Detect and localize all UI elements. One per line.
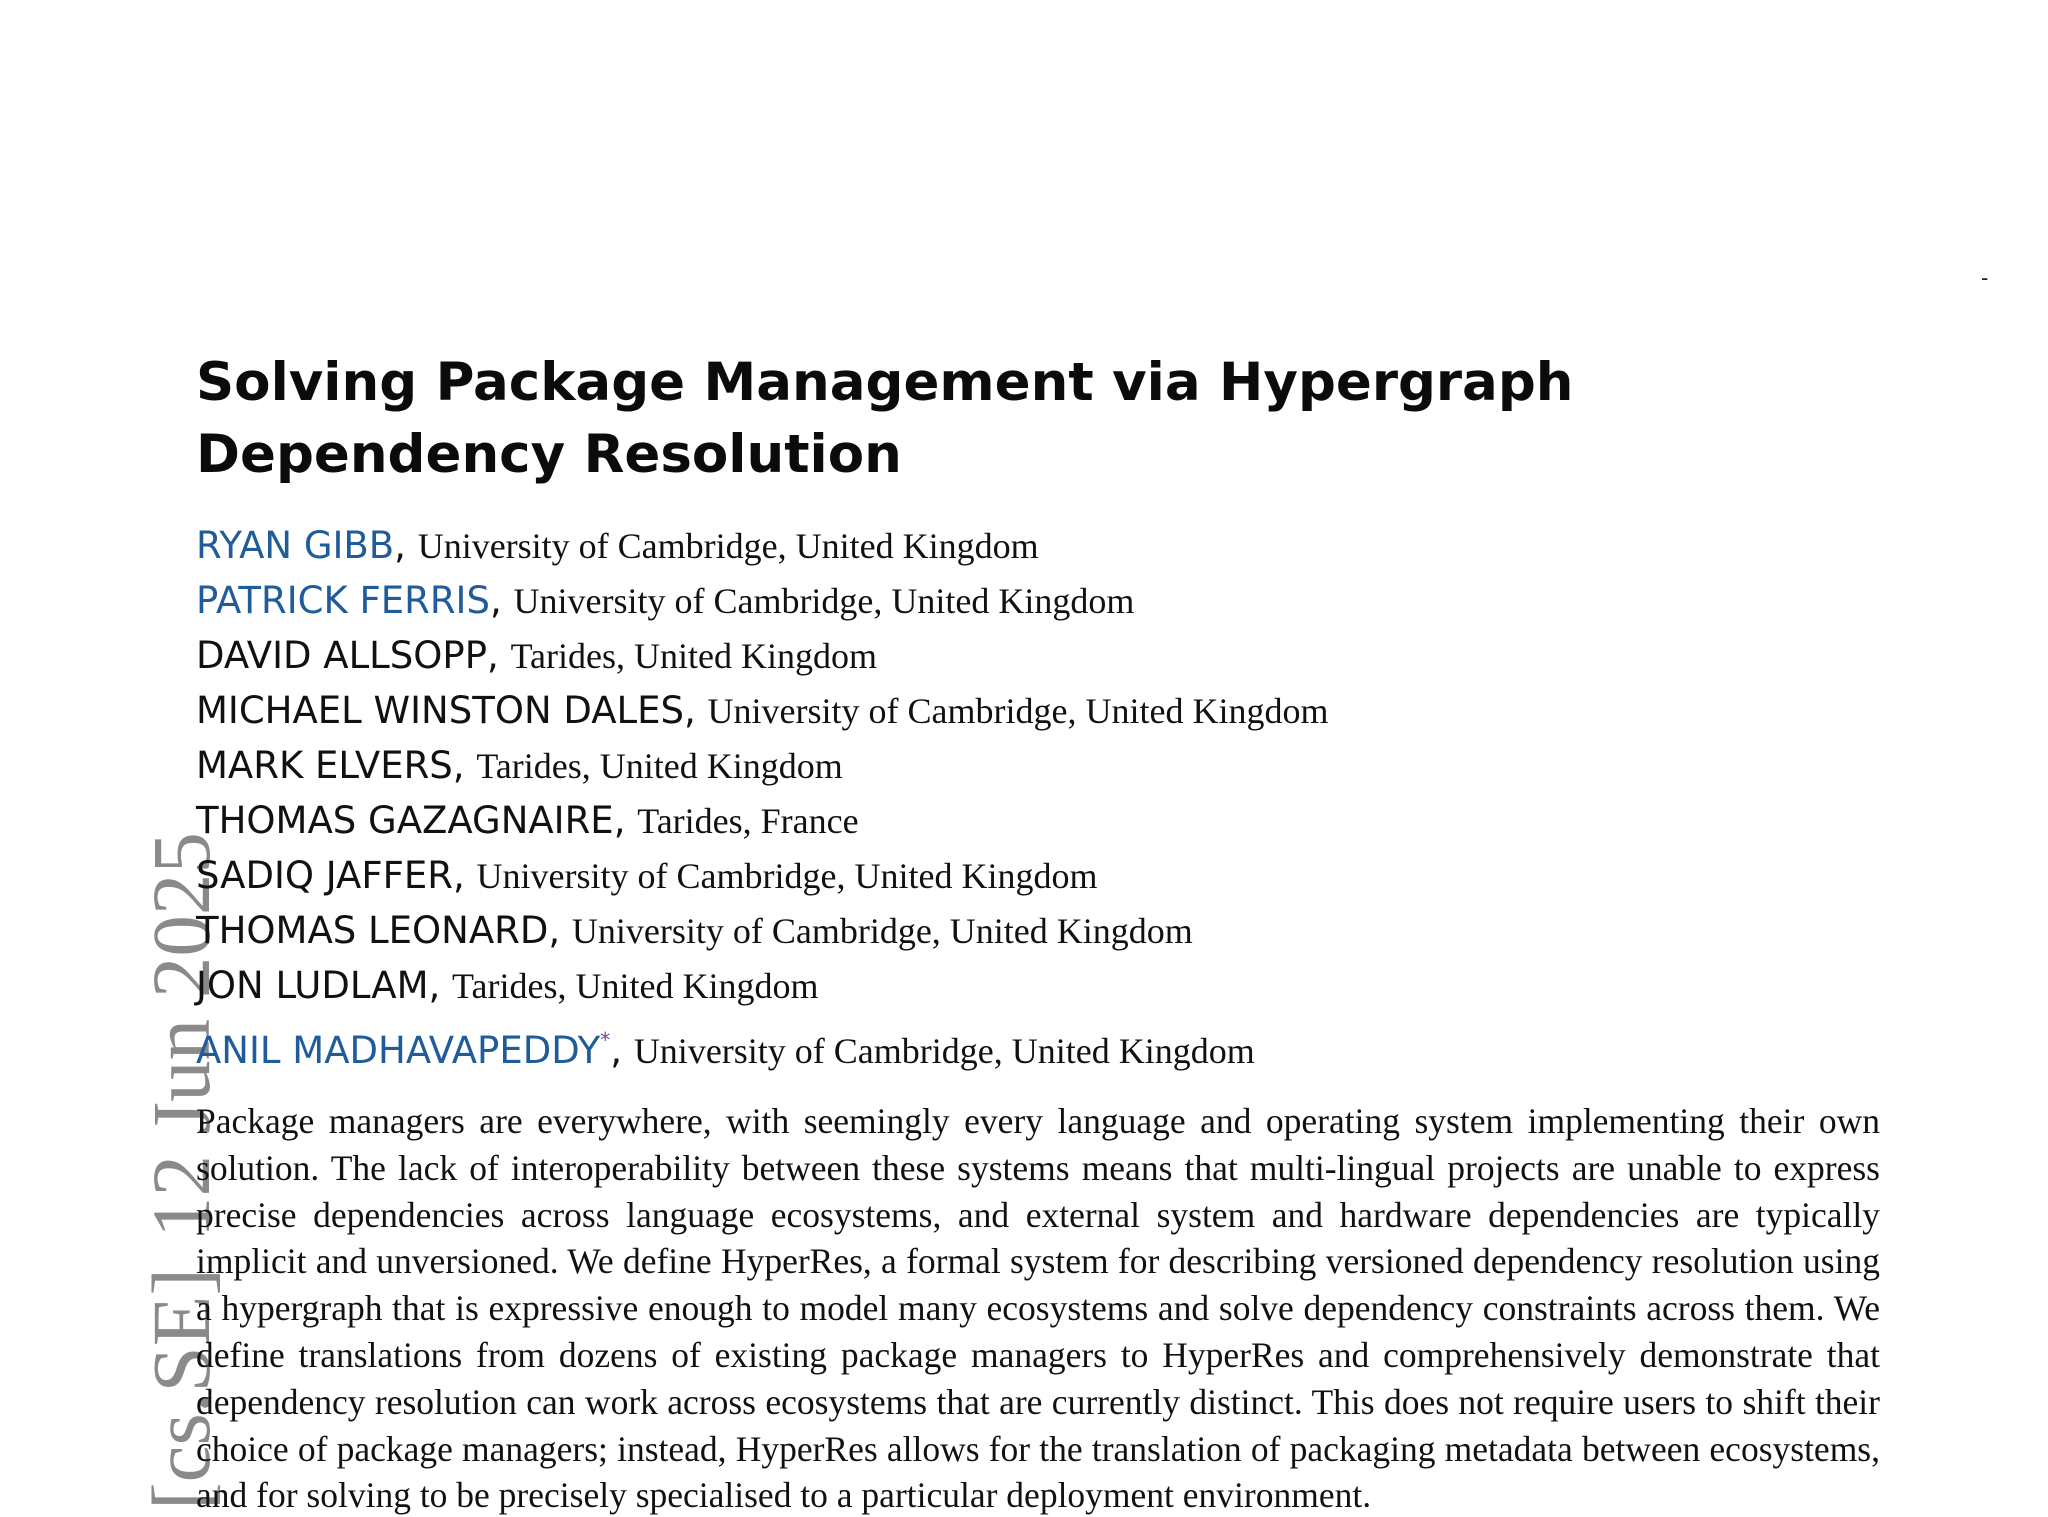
author-name: SADIQ JAFFER xyxy=(196,854,453,897)
corresponding-author-mark[interactable]: * xyxy=(600,1028,611,1052)
separator: , xyxy=(487,634,511,677)
separator: , xyxy=(394,524,418,567)
author-line xyxy=(196,683,1896,738)
separator: , xyxy=(613,799,638,842)
arxiv-category: [cs.SE] xyxy=(135,1267,227,1510)
author-affiliation: University of Cambridge, United Kingdom xyxy=(513,581,1135,621)
arxiv-date: 12 Jun 2025 xyxy=(135,832,227,1238)
author-name[interactable]: ANIL MADHAVAPEDDY xyxy=(196,1029,601,1072)
author-line xyxy=(196,738,1896,793)
separator: , xyxy=(428,964,453,1007)
author-name: JON LUDLAM xyxy=(196,964,429,1007)
corner-mark: - xyxy=(1981,265,1989,290)
author-name[interactable]: PATRICK FERRIS xyxy=(196,579,490,622)
separator: , xyxy=(610,1029,634,1072)
author-affiliation: Tarides, United Kingdom xyxy=(476,746,843,786)
separator: , xyxy=(453,854,477,897)
author-name[interactable]: RYAN GIBB xyxy=(196,524,395,567)
author-line xyxy=(196,793,1896,848)
author-line xyxy=(196,573,1896,628)
author-list xyxy=(196,518,1896,1072)
author-affiliation: University of Cambridge, United Kingdom xyxy=(417,526,1039,566)
author-name: MARK ELVERS xyxy=(196,744,453,787)
author-line xyxy=(196,628,1896,683)
author-affiliation: Tarides, United Kingdom xyxy=(452,966,819,1006)
author-affiliation: University of Cambridge, United Kingdom xyxy=(571,911,1193,951)
author-affiliation: University of Cambridge, United Kingdom xyxy=(476,856,1098,896)
author-name: THOMAS LEONARD xyxy=(196,909,549,952)
abstract: Package managers are everywhere, with seemingly every language and operating system implementing their own solution. The lack of interoperability between these systems means that multi-lingual projects are unable to express precise dependencies across language ecosystems, and external system and hardware dependencies are typically implicit and unversioned. We define HyperRes, a formal system for describing versioned dependency resolution using a hypergraph that is expressive enough to model many ecosystems and solve dependency constraints across them. We define translations from dozens of existing package managers to HyperRes and comprehensively demonstrate that dependency resolution can work across ecosystems that are currently distinct. This does not require users to shift their choice of package managers; instead, HyperRes allows for the translation of packaging metadata between ecosystems, and for solving to be precisely specialised to a particular deployment environment. xyxy=(196,1101,1880,1516)
author-affiliation: University of Cambridge, United Kingdom xyxy=(633,1031,1255,1071)
author-line xyxy=(196,518,1896,573)
separator: , xyxy=(548,909,572,952)
author-name: DAVID ALLSOPP xyxy=(196,634,488,677)
author-line xyxy=(196,903,1896,958)
author-name: MICHAEL WINSTON DALES xyxy=(196,689,685,732)
separator: , xyxy=(489,579,514,622)
paper-title: Solving Package Management via Hypergraph Dependency Resolution xyxy=(196,352,1574,485)
author-line xyxy=(196,958,1896,1013)
author-line xyxy=(196,848,1896,903)
author-affiliation: Tarides, France xyxy=(637,801,859,841)
separator: , xyxy=(452,744,477,787)
author-affiliation: University of Cambridge, United Kingdom xyxy=(707,691,1329,731)
author-line xyxy=(196,1013,1896,1072)
author-name: THOMAS GAZAGNAIRE xyxy=(196,799,614,842)
author-affiliation: Tarides, United Kingdom xyxy=(510,636,877,676)
separator: , xyxy=(684,689,708,732)
